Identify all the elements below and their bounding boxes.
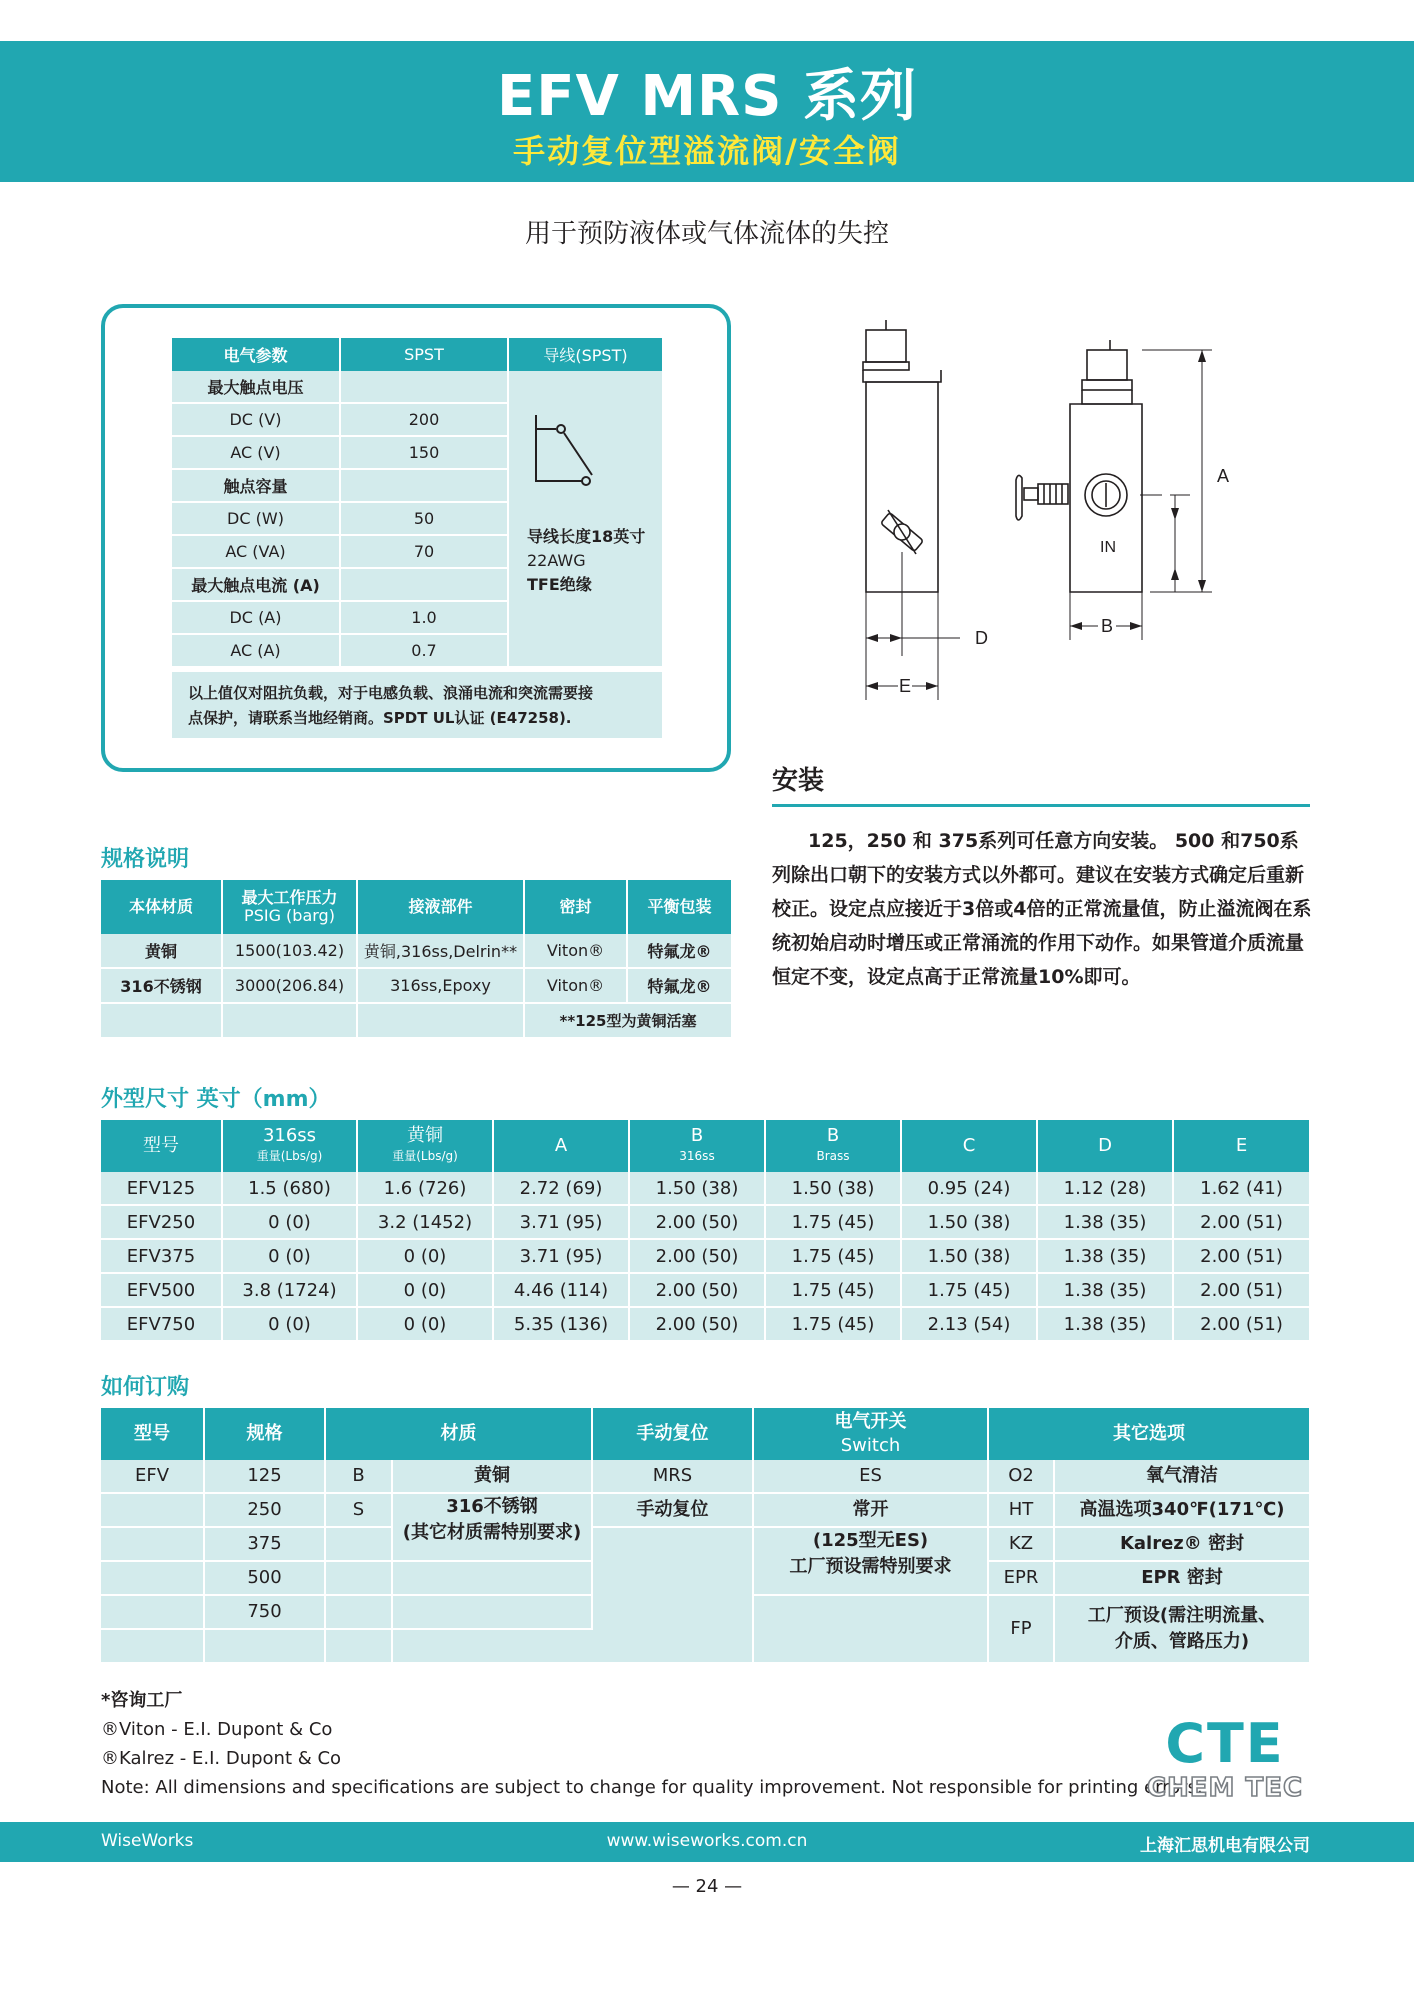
wire-spec xyxy=(527,525,645,597)
install-divider xyxy=(772,804,1310,807)
table-header-row xyxy=(101,880,731,934)
table-cell: 0 (0) xyxy=(357,1239,493,1273)
option-line: 介质、管路压力) xyxy=(1114,1631,1250,1652)
table-cell: 3.8 (1724) xyxy=(222,1273,357,1307)
table-cell: 5.35 (136) xyxy=(493,1307,629,1341)
table-cell: 1.75 (45) xyxy=(765,1273,901,1307)
table-cell: Viton® xyxy=(524,968,627,1003)
table-cell: 0 (0) xyxy=(222,1307,357,1341)
table-cell: O2 xyxy=(988,1460,1054,1493)
table-cell: 125 xyxy=(204,1460,325,1493)
table-cell: 1.0 xyxy=(340,601,508,634)
table-cell: EFV750 xyxy=(101,1307,222,1341)
header-main: 316ss xyxy=(262,1125,317,1146)
chem-tec-logo xyxy=(1140,1714,1310,1804)
table-cell: 触点容量 xyxy=(172,469,340,502)
table-cell: 4.46 (114) xyxy=(493,1273,629,1307)
header-line: Switch xyxy=(840,1435,901,1456)
table-cell: 常开 xyxy=(753,1493,988,1527)
table-cell: 1.6 (726) xyxy=(357,1172,493,1205)
table-header-row xyxy=(101,1120,1309,1172)
column-header xyxy=(629,1120,765,1172)
table-cell: **125型为黄铜活塞 xyxy=(524,1003,731,1038)
header-sub: Brass xyxy=(816,1149,850,1163)
dim-label-d: D xyxy=(975,628,988,648)
material-name: 316不锈钢 xyxy=(446,1496,538,1517)
table-cell: 1.75 (45) xyxy=(901,1273,1037,1307)
wire-length: 导线长度18英寸 xyxy=(527,527,646,546)
table-cell: AC (VA) xyxy=(172,535,340,568)
table-cell: 2.13 (54) xyxy=(901,1307,1037,1341)
table-cell xyxy=(340,469,508,502)
footer-url[interactable]: www.wiseworks.com.cn xyxy=(606,1831,808,1851)
table-cell xyxy=(101,1561,204,1595)
table-cell xyxy=(392,1595,592,1629)
table-cell: Kalrez® 密封 xyxy=(1054,1527,1309,1561)
table-cell: EPR xyxy=(988,1561,1054,1595)
install-text: 125，250 和 375系列可任意方向安装。 500 和750系列除出口朝下的安装方式以外都可。建议在安装方式确定后重新校正。设定点应接近于3倍或4倍的正常流量值，防止溢流阀在系统初始启动时增压或正常涌流的作用下动作。如果管道介质流量恒定不变，设定点高于正常流量10%即可。 xyxy=(772,830,1312,988)
table-row xyxy=(101,1003,731,1038)
table-cell: 最大触点电压 xyxy=(172,371,340,403)
table-cell: 1.75 (45) xyxy=(765,1205,901,1239)
table-cell: 2.00 (51) xyxy=(1173,1273,1309,1307)
wire-diagram-cell xyxy=(508,371,662,667)
table-cell: 1.12 (28) xyxy=(1037,1172,1173,1205)
table-cell: 0 (0) xyxy=(222,1205,357,1239)
header-main: A xyxy=(554,1135,568,1156)
table-cell: 316ss,Epoxy xyxy=(357,968,524,1003)
header-main: B xyxy=(826,1125,840,1146)
footnotes xyxy=(101,1686,1203,1802)
table-cell xyxy=(325,1595,392,1629)
header-line: 电气开关 xyxy=(834,1411,907,1432)
footnote-line: Note: All dimensions and specifications are subject to change for quality improvement. Not responsible for printing errors. xyxy=(101,1777,1203,1798)
header-main: C xyxy=(962,1135,976,1156)
table-cell: 1.38 (35) xyxy=(1037,1273,1173,1307)
table-cell: 200 xyxy=(340,403,508,436)
table-cell: EFV500 xyxy=(101,1273,222,1307)
table-cell: 3.71 (95) xyxy=(493,1205,629,1239)
table-cell: FP xyxy=(988,1595,1054,1663)
table-cell xyxy=(101,1595,204,1629)
table-cell: 1.50 (38) xyxy=(765,1172,901,1205)
table-cell: 2.00 (51) xyxy=(1173,1307,1309,1341)
table-cell: 70 xyxy=(340,535,508,568)
table-cell: EFV125 xyxy=(101,1172,222,1205)
option-line: 工厂预设(需注明流量、 xyxy=(1087,1605,1277,1626)
valve-dimension-diagram xyxy=(850,320,1310,710)
table-cell: 1.38 (35) xyxy=(1037,1205,1173,1239)
table-cell: 3.71 (95) xyxy=(493,1239,629,1273)
order-section-title: 如何订购 xyxy=(101,1375,190,1400)
footer-brand: WiseWorks xyxy=(101,1831,194,1851)
column-header: 平衡包装 xyxy=(627,880,731,934)
column-header xyxy=(901,1120,1037,1172)
column-header xyxy=(1173,1120,1309,1172)
header-sub: 重量(Lbs/g) xyxy=(256,1149,323,1163)
table-cell xyxy=(101,1003,222,1038)
table-cell: MRS xyxy=(592,1460,753,1493)
table-cell: 0 (0) xyxy=(222,1239,357,1273)
table-cell: KZ xyxy=(988,1527,1054,1561)
column-header: 材质 xyxy=(325,1408,592,1460)
table-cell xyxy=(325,1561,392,1595)
header-main: D xyxy=(1098,1135,1112,1156)
table-cell: 2.00 (50) xyxy=(629,1273,765,1307)
footnote-line: ®Viton - E.I. Dupont & Co xyxy=(101,1719,333,1740)
electrical-table xyxy=(172,338,662,668)
table-cell: 1.5 (680) xyxy=(222,1172,357,1205)
column-header: 规格 xyxy=(204,1408,325,1460)
spec-table xyxy=(101,880,731,1039)
table-header-row xyxy=(101,1408,1309,1460)
spec-section-title: 规格说明 xyxy=(101,847,190,872)
table-cell: 黄铜,316ss,Delrin** xyxy=(357,934,524,968)
dims-section-title: 外型尺寸 英寸（mm） xyxy=(101,1087,331,1112)
switch-note: (125型无ES) xyxy=(812,1530,929,1551)
install-title: 安装 xyxy=(772,766,825,796)
logo-mark: CTE xyxy=(1165,1714,1285,1775)
note-line: 点保护，请联系当地经销商。SPDT UL认证 (E47258). xyxy=(188,709,572,727)
table-cell: EFV250 xyxy=(101,1205,222,1239)
table-cell xyxy=(101,1629,204,1663)
table-cell: 0.95 (24) xyxy=(901,1172,1037,1205)
table-cell xyxy=(101,1493,204,1527)
table-cell: 2.00 (50) xyxy=(629,1205,765,1239)
table-cell: 1.62 (41) xyxy=(1173,1172,1309,1205)
column-header: 接液部件 xyxy=(357,880,524,934)
header-sub: 重量(Lbs/g) xyxy=(392,1149,458,1163)
table-cell xyxy=(222,1003,357,1038)
table-cell: 0.7 xyxy=(340,634,508,667)
table-cell: 高温选项340℉(171℃) xyxy=(1054,1493,1309,1527)
table-cell: 2.00 (51) xyxy=(1173,1239,1309,1273)
logo-text: CHEM TEC xyxy=(1146,1773,1304,1803)
table-row xyxy=(101,1172,1309,1205)
table-cell xyxy=(753,1595,988,1663)
header-main: B xyxy=(690,1125,704,1146)
table-cell: DC (W) xyxy=(172,502,340,535)
table-cell: DC (A) xyxy=(172,601,340,634)
table-cell xyxy=(325,1629,392,1663)
table-cell: 500 xyxy=(204,1561,325,1595)
table-cell: 1.50 (38) xyxy=(901,1205,1037,1239)
table-cell: 2.00 (50) xyxy=(629,1239,765,1273)
table-cell: 0 (0) xyxy=(357,1273,493,1307)
table-cell: 2.72 (69) xyxy=(493,1172,629,1205)
table-cell xyxy=(1054,1595,1309,1663)
table-cell xyxy=(340,371,508,403)
page-subtitle: 手动复位型溢流阀/安全阀 xyxy=(513,132,901,170)
table-cell: ES xyxy=(753,1460,988,1493)
table-cell xyxy=(392,1561,592,1595)
table-cell: 2.00 (50) xyxy=(629,1307,765,1341)
wire-insulation: TFE绝缘 xyxy=(527,575,592,594)
material-note: (其它材质需特别要求) xyxy=(402,1522,582,1543)
column-header: 电气参数 xyxy=(172,338,340,371)
table-cell: 1.38 (35) xyxy=(1037,1239,1173,1273)
footnote-line: ®Kalrez - E.I. Dupont & Co xyxy=(101,1748,342,1769)
table-cell xyxy=(101,1527,204,1561)
table-cell: EFV375 xyxy=(101,1239,222,1273)
header-line: PSIG (barg) xyxy=(244,906,335,925)
column-header xyxy=(357,1120,493,1172)
page-number: — 24 — xyxy=(671,1876,743,1897)
column-header xyxy=(753,1408,988,1460)
column-header: 密封 xyxy=(524,880,627,934)
switch-note: 工厂预设需特别要求 xyxy=(789,1556,952,1577)
table-cell: AC (V) xyxy=(172,436,340,469)
header-main: E xyxy=(1235,1135,1248,1156)
footer-company: 上海汇思机电有限公司 xyxy=(1140,1836,1310,1856)
table-cell: DC (V) xyxy=(172,403,340,436)
table-cell: 1.50 (38) xyxy=(629,1172,765,1205)
table-cell: 1.75 (45) xyxy=(765,1239,901,1273)
table-cell: 黄铜 xyxy=(101,934,222,968)
header-sub: 316ss xyxy=(679,1149,715,1163)
column-header: 导线(SPST) xyxy=(508,338,662,371)
table-row xyxy=(172,371,662,403)
dim-label-b: B xyxy=(1101,616,1114,636)
table-cell: 250 xyxy=(204,1493,325,1527)
column-header xyxy=(493,1120,629,1172)
table-cell: HT xyxy=(988,1493,1054,1527)
table-cell xyxy=(357,1003,524,1038)
table-cell: 316不锈钢 xyxy=(101,968,222,1003)
table-cell xyxy=(592,1527,753,1663)
tagline: 用于预防液体或气体流体的失控 xyxy=(524,219,889,249)
table-row xyxy=(101,1239,1309,1273)
header-main: 黄铜 xyxy=(407,1125,443,1146)
table-cell: EFV xyxy=(101,1460,204,1493)
table-row xyxy=(101,1205,1309,1239)
table-cell: 最大触点电流 (A) xyxy=(172,568,340,601)
order-table xyxy=(101,1408,1309,1664)
table-cell xyxy=(392,1493,592,1561)
dimensions-table xyxy=(101,1120,1309,1342)
dim-label-a: A xyxy=(1217,466,1230,486)
table-cell: 3000(206.84) xyxy=(222,968,357,1003)
column-header: 本体材质 xyxy=(101,880,222,934)
table-cell: S xyxy=(325,1493,392,1527)
page-title: EFV MRS 系列 xyxy=(496,64,918,129)
header-line: 最大工作压力 xyxy=(241,888,338,907)
column-header: SPST xyxy=(340,338,508,371)
electrical-note xyxy=(172,672,662,738)
table-cell xyxy=(325,1527,392,1561)
table-cell: 氧气清洁 xyxy=(1054,1460,1309,1493)
table-cell: 手动复位 xyxy=(592,1493,753,1527)
table-cell: AC (A) xyxy=(172,634,340,667)
table-cell: 50 xyxy=(340,502,508,535)
table-row xyxy=(101,934,731,968)
table-header-row xyxy=(172,338,662,371)
table-cell: Viton® xyxy=(524,934,627,968)
table-cell: 1.75 (45) xyxy=(765,1307,901,1341)
note-line: 以上值仅对阻抗负载，对于电感负载、浪涌电流和突流需要接 xyxy=(188,684,594,702)
table-row xyxy=(101,968,731,1003)
column-header xyxy=(222,880,357,934)
table-cell: 3.2 (1452) xyxy=(357,1205,493,1239)
header-main: 型号 xyxy=(143,1135,179,1156)
table-cell: 黄铜 xyxy=(392,1460,592,1493)
inlet-label: IN xyxy=(1100,539,1116,556)
table-cell xyxy=(340,568,508,601)
switch-symbol-icon xyxy=(516,411,616,501)
table-cell: 1.38 (35) xyxy=(1037,1307,1173,1341)
table-cell: 750 xyxy=(204,1595,325,1629)
table-cell xyxy=(204,1629,325,1663)
table-cell: 1.50 (38) xyxy=(901,1239,1037,1273)
table-row xyxy=(101,1273,1309,1307)
table-cell: 375 xyxy=(204,1527,325,1561)
table-cell: 1500(103.42) xyxy=(222,934,357,968)
table-row xyxy=(101,1460,1309,1493)
table-cell: B xyxy=(325,1460,392,1493)
wire-gauge: 22AWG xyxy=(527,551,586,570)
table-row xyxy=(101,1527,1309,1561)
table-cell: 150 xyxy=(340,436,508,469)
table-cell xyxy=(753,1527,988,1595)
table-row xyxy=(101,1493,1309,1527)
column-header xyxy=(765,1120,901,1172)
table-row xyxy=(101,1307,1309,1341)
column-header xyxy=(222,1120,357,1172)
table-cell: 2.00 (51) xyxy=(1173,1205,1309,1239)
table-cell xyxy=(392,1629,592,1663)
table-cell: EPR 密封 xyxy=(1054,1561,1309,1595)
table-cell: 特氟龙® xyxy=(627,968,731,1003)
column-header xyxy=(1037,1120,1173,1172)
footnote-line: *咨询工厂 xyxy=(101,1690,183,1711)
column-header xyxy=(101,1120,222,1172)
column-header: 其它选项 xyxy=(988,1408,1309,1460)
table-cell: 特氟龙® xyxy=(627,934,731,968)
column-header: 手动复位 xyxy=(592,1408,753,1460)
table-cell: 0 (0) xyxy=(357,1307,493,1341)
column-header: 型号 xyxy=(101,1408,204,1460)
dim-label-e: E xyxy=(899,676,912,696)
